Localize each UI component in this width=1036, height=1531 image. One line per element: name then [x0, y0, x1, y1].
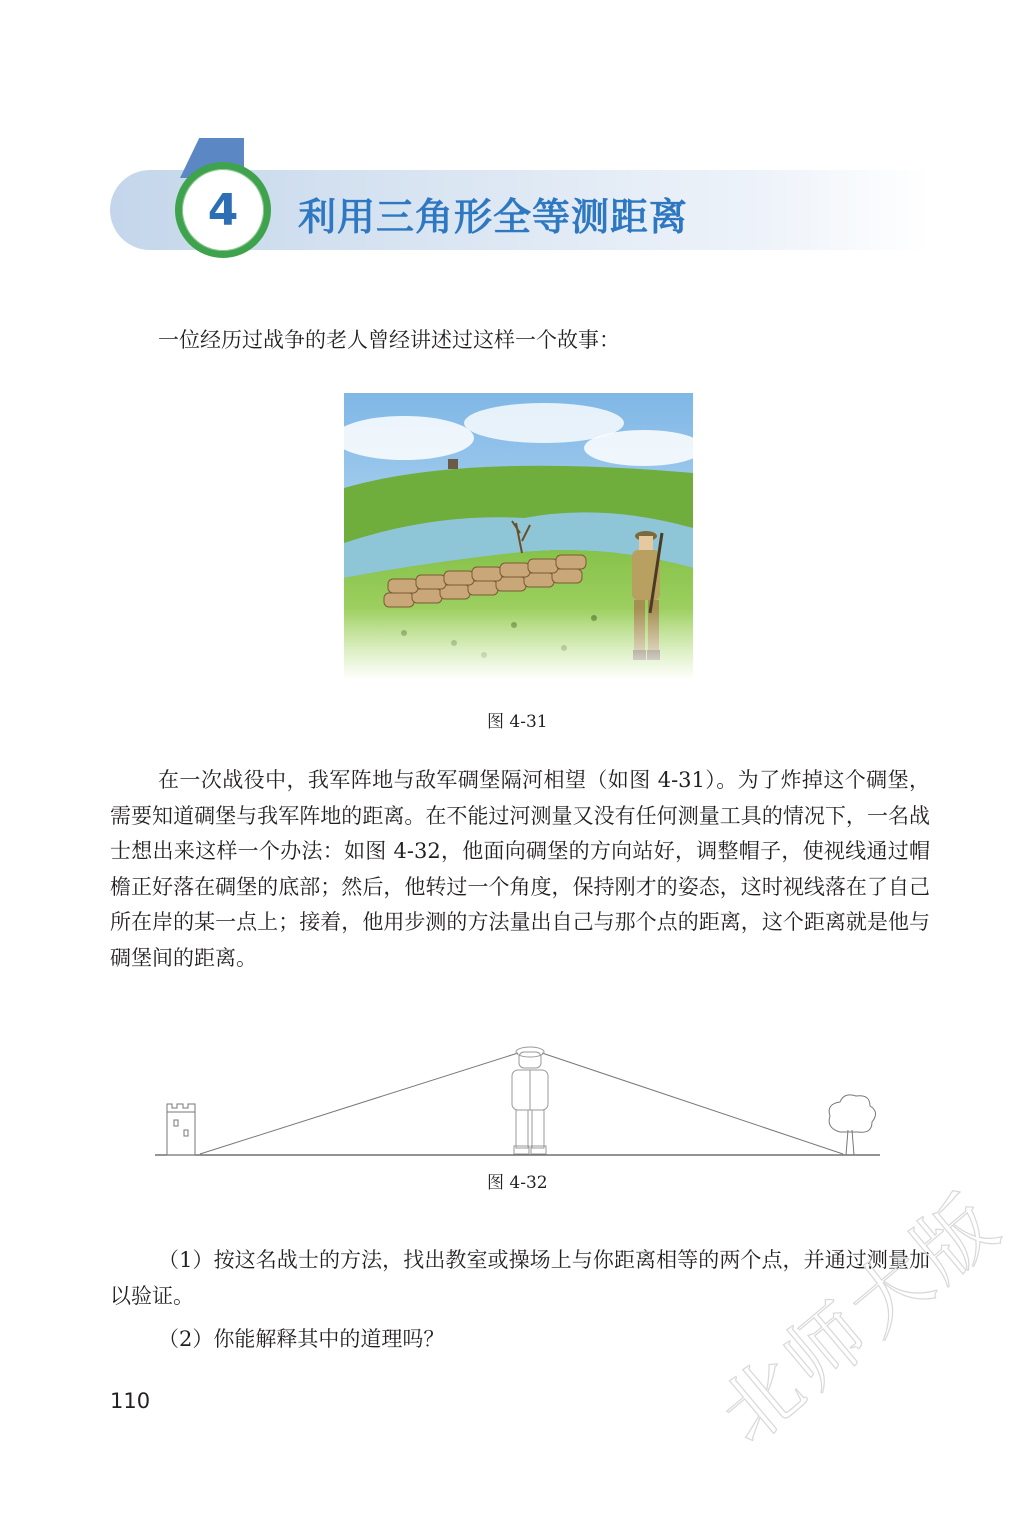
figure-4-32-caption: 图 4-32 — [487, 1173, 548, 1193]
blockhouse-icon — [167, 1104, 195, 1155]
section-number-badge — [175, 162, 271, 258]
story-paragraph: 在一次战役中，我军阵地与敌军碉堡隔河相望（如图 4-31）。为了炸掉这个碉堡，需要知道碉堡与我军阵地的距离。在不能过河测量又没有任何测量工具的情况下，一名战士想出来这样一个办法：如图 4-32，他面向碉堡的方向站好，调整帽子，使视线通过帽檐正好落在碉堡的底部；然后，他转过一个角度，保持刚才的姿态，这时视线落在了自己所在岸的某一点上；接着，他用步测的方法量出自己与那个点的距离，这个距离就是他与碉堡间的距离。 — [110, 768, 930, 970]
question-1: （1）按这名战士的方法，找出教室或操场上与你距离相等的两个点，并通过测量加以验证。 — [110, 1248, 930, 1308]
soldier-outline-icon — [512, 1047, 548, 1154]
section-title: 利用三角形全等测距离 — [298, 195, 689, 239]
publisher-watermark: 北师大版 — [703, 1175, 1019, 1461]
section-number: 4 — [207, 184, 239, 236]
page-number: 110 — [110, 1389, 151, 1413]
figure-4-31-illustration — [344, 393, 693, 680]
question-2: （2）你能解释其中的道理吗？ — [158, 1327, 445, 1351]
tree-icon — [829, 1095, 875, 1155]
figure-4-31-caption: 图 4-31 — [487, 712, 548, 732]
intro-text: 一位经历过战争的老人曾经讲述过这样一个故事： — [158, 328, 620, 352]
figure-4-32-diagram — [150, 1040, 885, 1165]
